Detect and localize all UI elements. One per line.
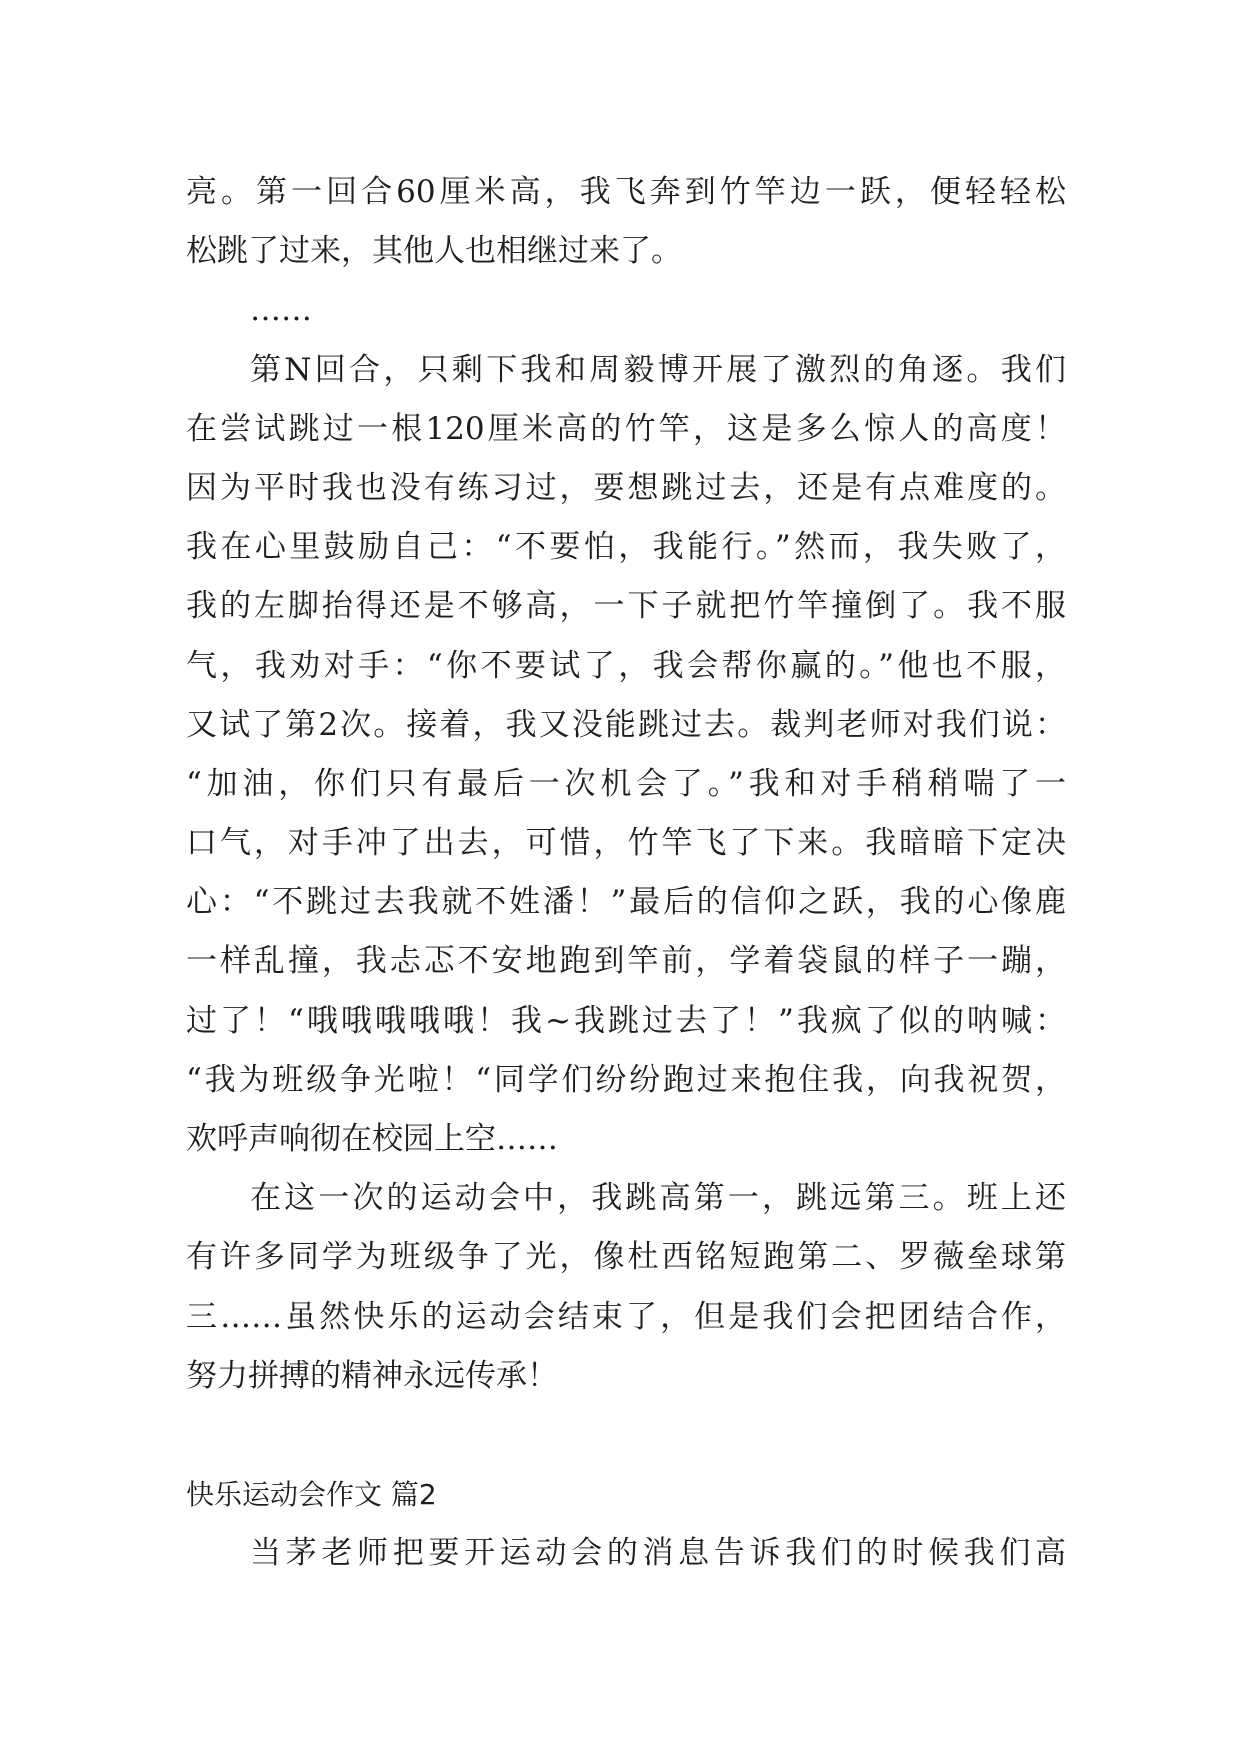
paragraph-line: “我为班级争光啦！“同学们纷纷跑过来抱住我，向我祝贺，: [186, 1061, 1066, 1098]
blank-line: [186, 1406, 1066, 1465]
ellipsis-line: ……: [250, 292, 312, 329]
paragraph-line: 在尝试跳过一根120厘米高的竹竿，这是多么惊人的高度！: [186, 410, 1066, 447]
paragraph-3: [186, 1169, 1066, 1406]
paragraph-line: 欢呼声响彻在校园上空……: [186, 1121, 558, 1157]
paragraph-line: 一样乱撞，我忐忑不安地跑到竿前，学着袋鼠的样子一蹦，: [186, 943, 1066, 980]
paragraph-line: 在这一次的运动会中，我跳高第一，跳远第三。班上还: [250, 1180, 1066, 1217]
paragraph-line: 过了！“哦哦哦哦哦！我~我跳过去了！”我疯了似的呐喊：: [186, 1002, 1066, 1039]
section-heading: 快乐运动会作文 篇2: [186, 1478, 437, 1512]
paragraph-line: 努力拼搏的精神永远传承！: [186, 1357, 558, 1394]
paragraph-4: [186, 1524, 1066, 1583]
paragraph-line: 当茅老师把要开运动会的消息告诉我们的时候我们高: [250, 1535, 1066, 1572]
paragraph-line: 心：“不跳过去我就不姓潘！”最后的信仰之跃，我的心像鹿: [186, 884, 1066, 921]
paragraph-1: [186, 163, 1066, 281]
paragraph-line: 口气，对手冲了出去，可惜，竹竿飞了下来。我暗暗下定决: [186, 825, 1066, 862]
document-body: [186, 163, 1066, 1584]
paragraph-line: “加油，你们只有最后一次机会了。”我和对手稍稍喘了一: [186, 765, 1066, 802]
paragraph-line: 气，我劝对手：“你不要试了，我会帮你赢的。”他也不服，: [186, 647, 1066, 684]
paragraph-2: [186, 341, 1066, 1170]
paragraph-line: 有许多同学为班级争了光，像杜西铭短跑第二、罗薇垒球第: [186, 1239, 1066, 1276]
paragraph-line: 我在心里鼓励自己：“不要怕，我能行。”然而，我失败了，: [186, 529, 1066, 566]
paragraph-line: 我的左脚抬得还是不够高，一下子就把竹竿撞倒了。我不服: [186, 588, 1066, 625]
paragraph-line: 第N回合，只剩下我和周毅博开展了激烈的角逐。我们: [250, 351, 1066, 388]
paragraph-line: 三……虽然快乐的运动会结束了，但是我们会把团结合作，: [186, 1298, 1066, 1335]
paragraph-line: 又试了第2次。接着，我又没能跳过去。裁判老师对我们说：: [186, 706, 1066, 743]
paragraph-line: 松跳了过来，其他人也相继过来了。: [186, 233, 682, 270]
paragraph-line: 亮。第一回合60厘米高，我飞奔到竹竿边一跃，便轻轻松: [186, 174, 1066, 210]
paragraph-line: 因为平时我也没有练习过，要想跳过去，还是有点难度的。: [186, 469, 1066, 506]
